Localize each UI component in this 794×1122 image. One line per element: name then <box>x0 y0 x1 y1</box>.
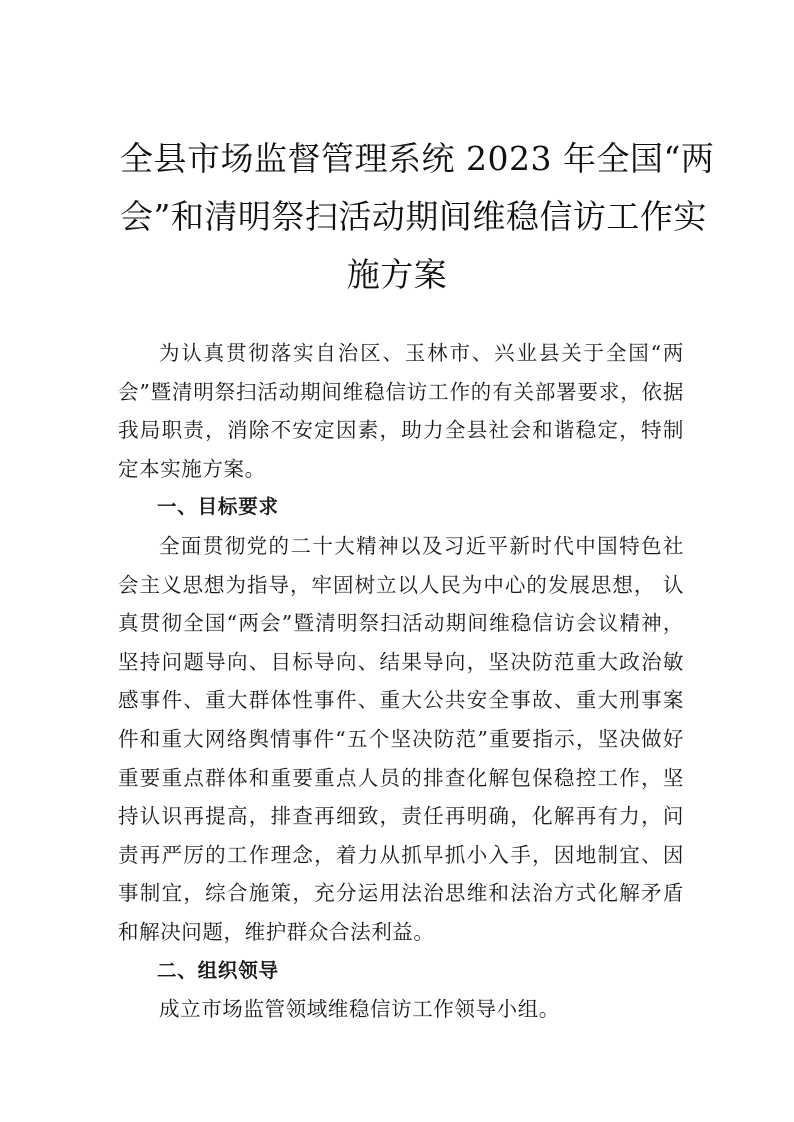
goals-paragraph: 全面贯彻党的二十大精神以及习近平新时代中国特色社会主义思想为指导，牢固树立以人民为中心的发展思想， 认真贯彻全国“两会”暨清明祭扫活动期间维稳信访会议精神，坚持问题导向、目标导向、结果导向，坚决防范重大政治敏感事件、重大群体性事件、重大公共安全事故、重大刑事案件和重大网络舆情事件“五个坚决防范”重要指示，坚决做好重要重点群体和重要重点人员的排查化解包保稳控工作，坚持认识再提高，排查再细致，责任再明确，化解再有力，问责再严厉的工作理念，着力从抓早抓小入手，因地制宜、因事制宜，综合施策，充分运用法治思维和法治方式化解矛盾和解决问题，维护群众合法利益。 <box>118 533 684 944</box>
section-heading-organization: 二、组织领导 <box>157 958 279 982</box>
title-line-2: 会”和清明祭扫活动期间维稳信访工作实 <box>120 197 707 236</box>
document-title <box>120 130 715 304</box>
title-line-3: 施方案 <box>346 255 448 294</box>
intro-paragraph: 为认真贯彻落实自治区、玉林市、兴业县关于全国“两会”暨清明祭扫活动期间维稳信访工作的有关部署要求，依据我局职责，消除不安定因素，助力全县社会和谐稳定，特制定本实施方案。 <box>118 341 684 481</box>
title-line-1: 全县市场监督管理系统 2023 年全国“两 <box>120 139 715 178</box>
section-heading-goals: 一、目标要求 <box>157 495 279 519</box>
organization-paragraph: 成立市场监管领域维稳信访工作领导小组。 <box>159 997 560 1022</box>
document-body <box>118 334 684 1029</box>
